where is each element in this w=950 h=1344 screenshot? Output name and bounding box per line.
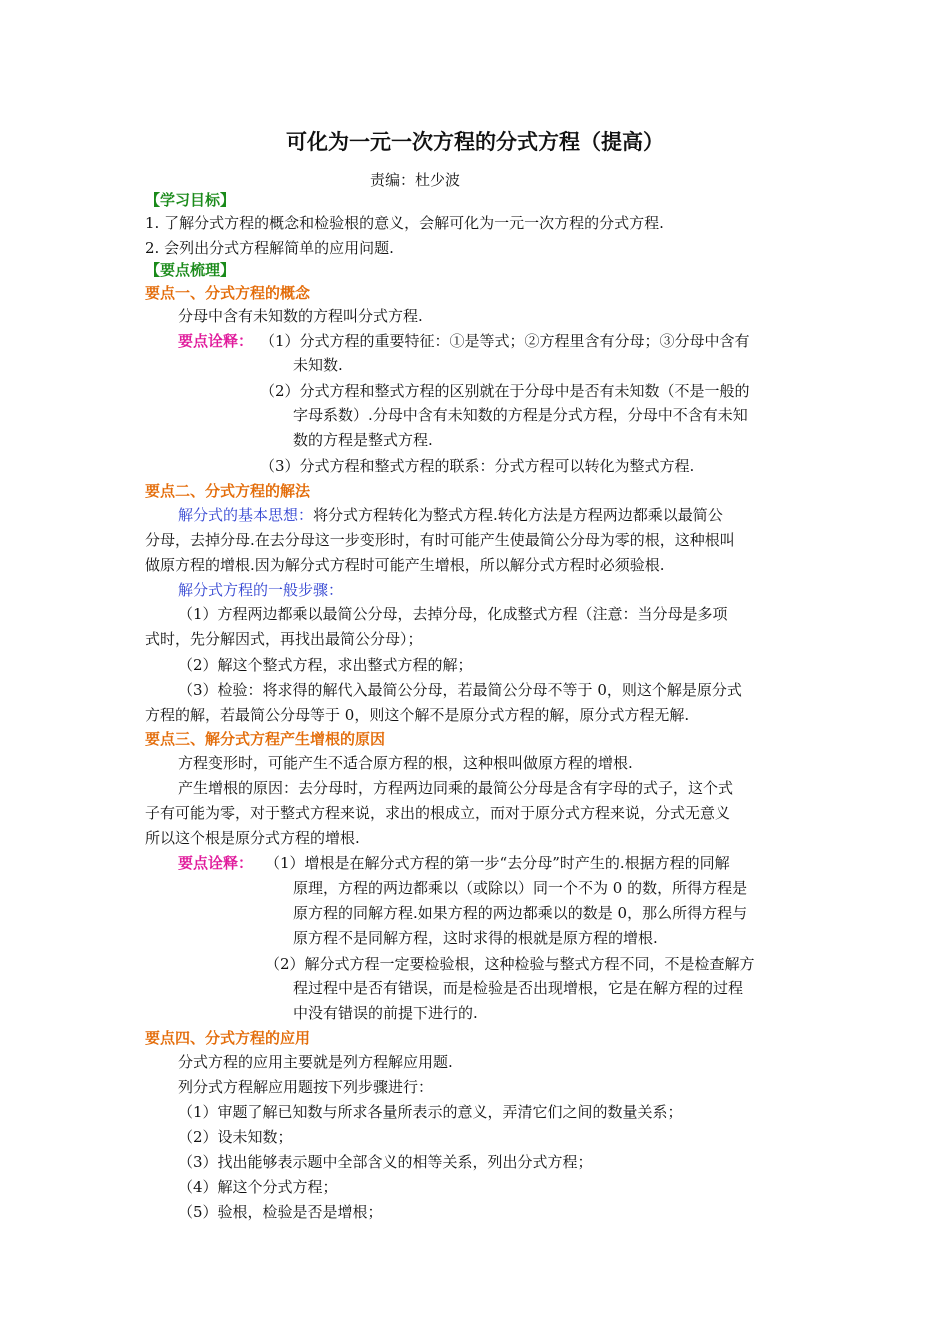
note-line: （1）增根是在解分式方程的第一步“去分母”时产生的.根据方程的同解 (265, 854, 730, 872)
paragraph-line: 列分式方程解应用题按下列步骤进行： (178, 1078, 434, 1096)
section-heading: 要点二、分式方程的解法 (145, 482, 311, 500)
paragraph-line: 分母中含有未知数的方程叫分式方程. (178, 307, 423, 325)
note-line: （2）解分式方程一定要检验根，这种检验与整式方程不同，不是检查解方 (265, 955, 755, 973)
document-title: 可化为一元一次方程的分式方程（提高） (286, 129, 664, 154)
note-line: 原理，方程的两边都乘以（或除以）同一个不为 0 的数，所得方程是 (293, 879, 748, 897)
paragraph-line: 方程变形时，可能产生不适合原方程的根，这种根叫做原方程的增根. (178, 754, 633, 772)
note-line: 原方程不是同解方程，这时求得的根就是原方程的增根. (293, 929, 658, 947)
note-line: 中没有错误的前提下进行的. (293, 1004, 478, 1022)
note-line: 原方程的同解方程.如果方程的两边都乘以的数是 0，那么所得方程与 (293, 904, 748, 922)
points-heading: 【要点梳理】 (145, 261, 236, 279)
goal-item: 2. 会列出分式方程解简单的应用问题. (145, 239, 394, 257)
note-line: 未知数. (293, 356, 343, 374)
author-line: 责编：杜少波 (370, 171, 461, 189)
step-line: （2）解这个整式方程，求出整式方程的解； (178, 656, 473, 674)
note-label: 要点诠释： (178, 332, 254, 350)
step-line: 方程的解，若最简公分母等于 0，则这个解不是原分式方程的解，原分式方程无解. (145, 706, 690, 724)
step-line: （1）方程两边都乘以最简公分母，去掉分母，化成整式方程（注意：当分母是多项 (178, 605, 728, 623)
paragraph-line: 做原方程的增根.因为解分式方程时可能产生增根，所以解分式方程时必须验根. (145, 556, 665, 574)
goal-item: 1. 了解分式方程的概念和检验根的意义，会解可化为一元一次方程的分式方程. (145, 214, 664, 232)
note-line: 程过程中是否有错误，而是检验是否出现增根，它是在解方程的过程 (293, 979, 744, 997)
note-line: （3）分式方程和整式方程的联系：分式方程可以转化为整式方程. (260, 457, 695, 475)
paragraph-line: 子有可能为零，对于整式方程来说，求出的根成立，而对于原分式方程来说，分式无意义 (145, 804, 731, 822)
step-line: （5）验根，检验是否是增根； (178, 1203, 383, 1221)
section-heading: 要点三、解分式方程产生增根的原因 (145, 730, 386, 748)
step-line: （3）找出能够表示题中全部含义的相等关系，列出分式方程； (178, 1153, 593, 1171)
note-line: （1）分式方程的重要特征：①是等式；②方程里含有分母；③分母中含有 (260, 332, 750, 350)
inline-label: 解分式的基本思想： (178, 506, 314, 524)
paragraph-line: 所以这个根是原分式方程的增根. (145, 829, 360, 847)
paragraph-line: 产生增根的原因：去分母时，方程两边同乘的最简公分母是含有字母的式子，这个式 (178, 779, 734, 797)
section-heading: 要点一、分式方程的概念 (145, 284, 311, 302)
step-line: 式时，先分解因式，再找出最简公分母）； (145, 630, 423, 648)
inline-label: 解分式方程的一般步骤： (178, 581, 344, 599)
note-line: 数的方程是整式方程. (293, 431, 433, 449)
step-line: （1）审题了解已知数与所求各量所表示的意义，弄清它们之间的数量关系； (178, 1103, 683, 1121)
step-line: （4）解这个分式方程； (178, 1178, 338, 1196)
note-line: 字母系数）.分母中含有未知数的方程是分式方程，分母中不含有未知 (293, 406, 748, 424)
note-line: （2）分式方程和整式方程的区别就在于分母中是否有未知数（不是一般的 (260, 382, 750, 400)
step-line: （3）检验：将求得的解代入最简公分母，若最简公分母不等于 0，则这个解是原分式 (178, 681, 742, 699)
inline-text: 将分式方程转化为整式方程.转化方法是方程两边都乘以最简公 (313, 506, 723, 524)
note-label: 要点诠释： (178, 854, 254, 872)
section-heading: 要点四、分式方程的应用 (145, 1029, 311, 1047)
goals-heading: 【学习目标】 (145, 191, 236, 209)
paragraph-line (178, 505, 723, 525)
step-line: （2）设未知数； (178, 1128, 293, 1146)
paragraph-line: 分式方程的应用主要就是列方程解应用题. (178, 1053, 453, 1071)
paragraph-line: 分母，去掉分母.在去分母这一步变形时，有时可能产生使最简公分母为零的根，这种根叫 (145, 531, 735, 549)
